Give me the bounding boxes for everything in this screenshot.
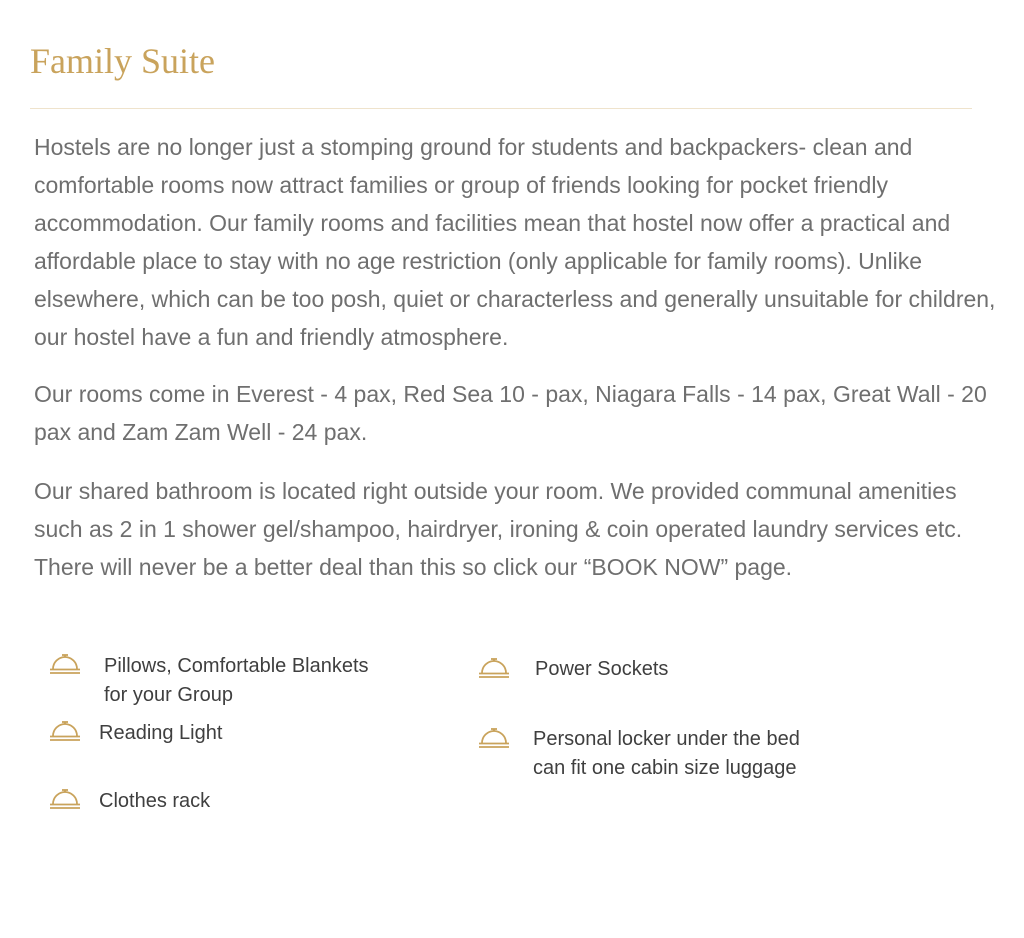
- amenity-item: [48, 719, 222, 748]
- amenity-label: Personal locker under the bed can fit one cabin size luggage: [533, 728, 800, 779]
- amenity-label: Reading Light: [99, 722, 223, 744]
- service-bell-icon: [48, 720, 82, 742]
- service-bell-icon: [48, 788, 82, 810]
- rooms-paragraph: Our rooms come in Everest - 4 pax, Red Sea 10 - pax, Niagara Falls - 14 pax, Great Wall - 20 pax and Zam Zam Well - 24 pax.: [34, 381, 987, 445]
- amenity-label: Pillows, Comfortable Blankets for your Group: [104, 655, 369, 706]
- amenity-label: Power Sockets: [535, 658, 669, 680]
- amenity-item: [48, 787, 210, 816]
- bathroom-paragraph: Our shared bathroom is located right outside your room. We provided communal amenities such as 2 in 1 shower gel/shampoo, hairdryer, ironing & coin operated laundry services etc. There will never be a better deal than this so click our “BOOK NOW” page.: [34, 478, 963, 580]
- title-divider: [30, 108, 972, 109]
- service-bell-icon: [48, 653, 82, 675]
- amenity-label: Clothes rack: [99, 790, 211, 812]
- service-bell-icon: [477, 657, 511, 679]
- amenity-item: [477, 725, 873, 783]
- page-title: Family Suite: [30, 41, 216, 81]
- amenity-item: [477, 655, 668, 684]
- service-bell-icon: [477, 727, 511, 749]
- amenity-item: [48, 652, 424, 710]
- description-paragraph: Hostels are no longer just a stomping ground for students and backpackers- clean and comfortable rooms now attract families or group of friends looking for pocket friendly accommodation. Our family rooms and facilities mean that hostel now offer a practical and affordable place to stay with no age restriction (only applicable for family rooms). Unlike elsewhere, which can be too posh, quiet or characterless and generally unsuitable for children, our hostel have a fun and friendly atmosphere.: [34, 134, 996, 350]
